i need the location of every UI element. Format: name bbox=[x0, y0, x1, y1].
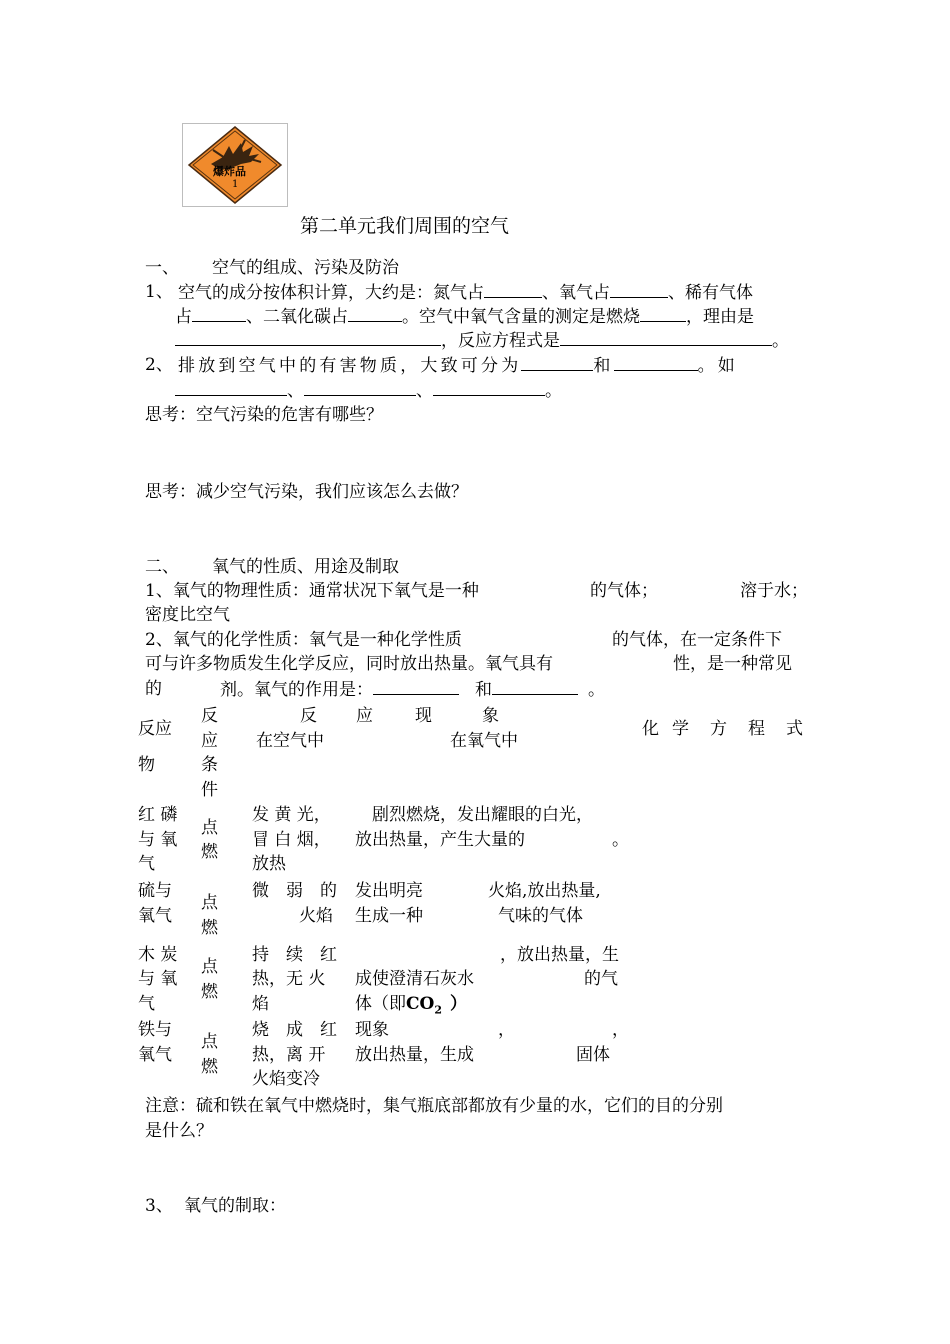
th-phen-3: 现 bbox=[415, 706, 432, 726]
q1-line2: 占 、二氧化碳占 。空气中氧气含量的测定是燃烧 ，理由是 bbox=[175, 304, 754, 329]
row3-cond-2: 燃 bbox=[201, 982, 218, 1002]
th-eq-3: 方 bbox=[710, 719, 727, 739]
row1-reactant-3: 气 bbox=[138, 854, 155, 874]
logo-label: 爆炸品 bbox=[213, 165, 246, 178]
row3-reactant-3: 气 bbox=[138, 994, 155, 1014]
blank-pollutant-3[interactable] bbox=[433, 378, 545, 396]
page-title: 第二单元我们周围的空气 bbox=[300, 215, 510, 237]
p1-line1-b: 的气体； bbox=[590, 581, 658, 601]
row1-oxy-2: 放出热量，产生大量的 bbox=[355, 830, 525, 850]
row1-oxy-3: 。 bbox=[612, 830, 629, 850]
co2-formula: $CO_2$ bbox=[406, 994, 442, 1017]
q1-line1: 空气的成分按体积计算，大约是：氮气占 、氧气占 、稀有气体 bbox=[178, 280, 753, 305]
blank-pollutant-2[interactable] bbox=[304, 378, 416, 396]
blank-category-1[interactable] bbox=[521, 353, 593, 371]
row1-reactant-2: 与 氧 bbox=[138, 830, 178, 850]
th-phen-4: 象 bbox=[482, 706, 499, 726]
p3-heading: 氧气的制取： bbox=[184, 1196, 286, 1216]
row3-oxy-3: 的气 bbox=[584, 969, 618, 989]
p3-number: 3、 bbox=[145, 1196, 173, 1216]
th-eq-1: 化 bbox=[642, 719, 659, 739]
row4-oxy-2: ， bbox=[498, 1020, 515, 1040]
blank-category-2[interactable] bbox=[614, 353, 698, 371]
row3-oxy-2: 成使澄清石灰水 bbox=[355, 969, 474, 989]
row4-air-2: 热，离 开 bbox=[252, 1045, 326, 1065]
row1-cond-1: 点 bbox=[201, 818, 218, 838]
th-phen-1: 反 bbox=[300, 706, 317, 726]
section1-heading: 空气的组成、污染及防治 bbox=[212, 258, 399, 278]
note-line-1: 注意：硫和铁在氧气中燃烧时，集气瓶底部都放有少量的水，它们的目的分别 bbox=[145, 1096, 723, 1116]
p1-line1-a: 1、氧气的物理性质：通常状况下氧气是一种 bbox=[145, 581, 479, 601]
row4-oxy-1: 现象 bbox=[355, 1020, 389, 1040]
blank-pollutant-1[interactable] bbox=[175, 378, 287, 396]
row3-oxy-1: ，放出热量，生 bbox=[500, 945, 619, 965]
row1-air-3: 放热 bbox=[252, 854, 286, 874]
blank-nitrogen[interactable] bbox=[484, 280, 542, 298]
row3-reactant-1: 木 炭 bbox=[138, 945, 178, 965]
row2-oxy-4: 气味的气体 bbox=[498, 906, 583, 926]
row1-oxy-1: 剧烈燃烧，发出耀眼的白光， bbox=[372, 805, 593, 825]
row4-reactant-1: 铁与 bbox=[138, 1020, 172, 1040]
p1-line2: 密度比空气 bbox=[145, 605, 230, 625]
p2-line1-a: 2、氧气的化学性质：氧气是一种化学性质 bbox=[145, 630, 462, 650]
row2-reactant-1: 硫与 bbox=[138, 881, 172, 901]
th-in-air: 在空气中 bbox=[256, 731, 324, 751]
row2-oxy-1: 发出明亮 bbox=[355, 881, 423, 901]
row2-air-1: 微 弱 的 bbox=[252, 881, 337, 901]
row1-air-2: 冒 白 烟， bbox=[252, 830, 331, 850]
q2-line2: 、 、 。 bbox=[175, 378, 562, 403]
row4-air-3: 火焰变冷 bbox=[252, 1069, 320, 1089]
row4-cond-2: 燃 bbox=[201, 1057, 218, 1077]
th-eq-4: 程 bbox=[748, 719, 765, 739]
row2-reactant-2: 氧气 bbox=[138, 906, 172, 926]
p2-line3-a: 的 bbox=[145, 679, 162, 699]
th-in-oxygen: 在氧气中 bbox=[450, 731, 518, 751]
blank-use-2[interactable] bbox=[492, 677, 578, 695]
th-eq-5: 式 bbox=[786, 719, 803, 739]
row3-air-1: 持 续 红 bbox=[252, 945, 337, 965]
th-reactant-1: 反应 bbox=[138, 719, 172, 739]
section1-number: 一、 bbox=[145, 258, 179, 278]
row3-cond-1: 点 bbox=[201, 957, 218, 977]
row2-cond-2: 燃 bbox=[201, 918, 218, 938]
q1-line3: ，反应方程式是 。 bbox=[175, 328, 789, 353]
logo-number: 1 bbox=[232, 179, 239, 190]
row2-air-2: 火焰 bbox=[299, 906, 333, 926]
blank-equation[interactable] bbox=[560, 328, 772, 346]
p2-line2-b: 性，是一种常见 bbox=[673, 654, 792, 674]
section2-number: 二、 bbox=[145, 557, 179, 577]
th-reactant-2: 物 bbox=[138, 755, 155, 775]
blank-use-1[interactable] bbox=[373, 677, 459, 695]
row1-reactant-1: 红 磷 bbox=[138, 805, 178, 825]
th-cond-4: 件 bbox=[201, 780, 218, 800]
row3-oxy-4: 体（即$CO_2$ ） bbox=[355, 994, 467, 1017]
think-question-2: 思考：减少空气污染，我们应该怎么去做？ bbox=[145, 482, 468, 502]
row4-air-1: 烧 成 红 bbox=[252, 1020, 337, 1040]
row1-air-1: 发 黄 光， bbox=[252, 805, 331, 825]
row1-cond-2: 燃 bbox=[201, 842, 218, 862]
p2-line2-a: 可与许多物质发生化学反应，同时放出热量。氧气具有 bbox=[145, 654, 553, 674]
q2-number: 2、 bbox=[145, 355, 173, 375]
note-line-2: 是什么？ bbox=[145, 1121, 213, 1141]
row3-air-2: 热，无 火 bbox=[252, 969, 326, 989]
th-cond-3: 条 bbox=[201, 755, 218, 775]
row3-reactant-2: 与 氧 bbox=[138, 969, 178, 989]
row2-cond-1: 点 bbox=[201, 893, 218, 913]
section2-heading: 氧气的性质、用途及制取 bbox=[212, 557, 399, 577]
row2-oxy-2: 火焰,放出热量, bbox=[488, 881, 601, 901]
th-eq-2: 学 bbox=[672, 719, 689, 739]
p1-line1-c: 溶于水； bbox=[740, 581, 808, 601]
p2-line1-b: 的气体，在一定条件下 bbox=[612, 630, 782, 650]
row4-oxy-4: 放出热量，生成 bbox=[355, 1045, 474, 1065]
row4-oxy-3: ， bbox=[612, 1020, 629, 1040]
q2-line1: 排放到空气中的有害物质，大致可分为 和 。如 bbox=[178, 353, 738, 378]
blank-noble-gas[interactable] bbox=[192, 304, 246, 322]
q1-number: 1、 bbox=[145, 282, 173, 302]
explosive-hazard-logo bbox=[182, 123, 288, 207]
blank-oxygen[interactable] bbox=[610, 280, 668, 298]
row4-reactant-2: 氧气 bbox=[138, 1045, 172, 1065]
blank-co2[interactable] bbox=[348, 304, 402, 322]
p2-line3: 剂。氧气的作用是： 和 。 bbox=[220, 677, 605, 702]
blank-burn[interactable] bbox=[640, 304, 686, 322]
row2-oxy-3: 生成一种 bbox=[355, 906, 423, 926]
blank-reason[interactable] bbox=[175, 328, 441, 346]
row3-air-3: 焰 bbox=[252, 994, 269, 1014]
row4-cond-1: 点 bbox=[201, 1032, 218, 1052]
think-question-1: 思考：空气污染的危害有哪些？ bbox=[145, 405, 383, 425]
th-phen-2: 应 bbox=[356, 706, 373, 726]
th-cond-2: 应 bbox=[201, 731, 218, 751]
row4-oxy-5: 固体 bbox=[576, 1045, 610, 1065]
th-cond-1: 反 bbox=[201, 706, 218, 726]
